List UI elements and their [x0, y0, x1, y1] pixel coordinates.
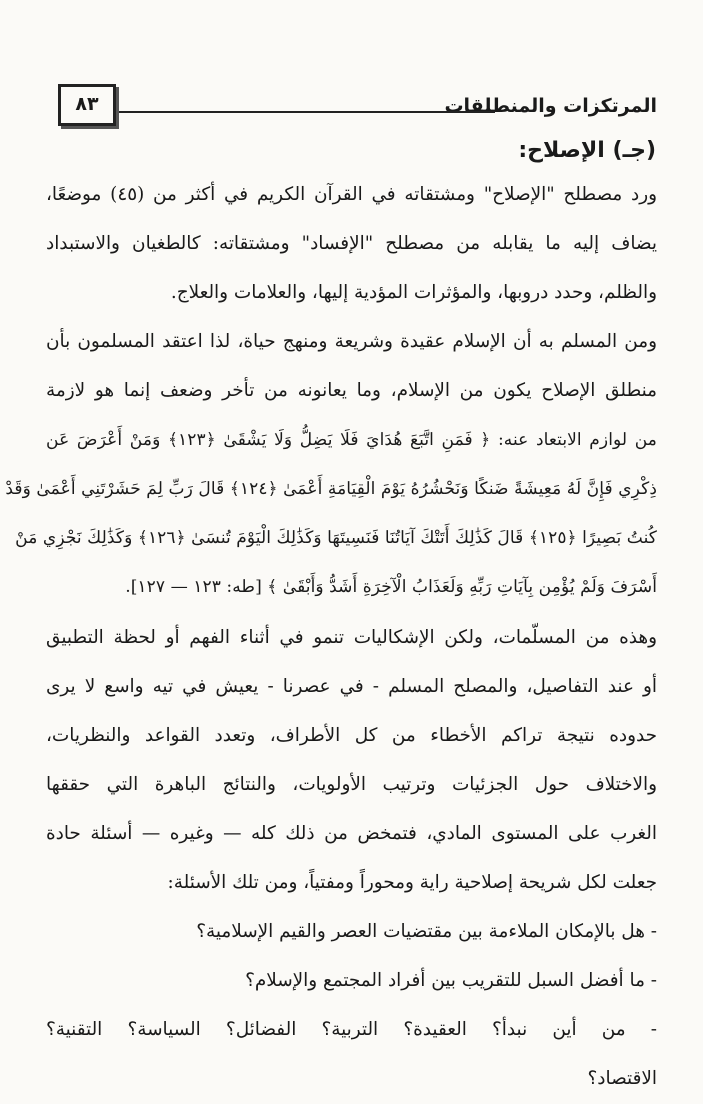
- header-rule: [112, 111, 495, 113]
- paragraph-line: الغرب على المستوى المادي، فتمخض من ذلك كله — وغيره — أسئلة حادة: [46, 823, 657, 844]
- section-heading: (جـ) الإصلاح:: [518, 138, 656, 163]
- question-item: - هل بالإمكان الملاءمة بين مقتضيات العصر والقيم الإسلامية؟: [196, 921, 657, 942]
- paragraph-line: منطلق الإصلاح يكون من الإسلام، وما يعانونه من تأخر وضعف إنما هو لازمة: [46, 380, 657, 401]
- paragraph-line: حدوده نتيجة تراكم الأخطاء من كل الأطراف، وتعدد القواعد والنظريات،: [46, 725, 657, 746]
- question-item: - ما أفضل السبل للتقريب بين أفراد المجتمع والإسلام؟: [245, 970, 657, 991]
- paragraph-line: ورد مصطلح "الإصلاح" ومشتقاته في القرآن الكريم في أكثر من (٤٥) موضعًا،: [46, 184, 657, 205]
- paragraph-line: والظلم، وحدد دروبها، والمؤثرات المؤدية إليها، والعلامات والعلاج.: [170, 282, 657, 303]
- paragraph-line: يضاف إليه ما يقابله من مصطلح "الإفساد" ومشتقاته: كالطغيان والاستبداد: [46, 233, 657, 254]
- paragraph-line: جعلت لكل شريحة إصلاحية راية ومحوراً ومفتياً، ومن تلك الأسئلة:: [167, 872, 657, 893]
- quran-verse-line: ذِكْرِي فَإِنَّ لَهُ مَعِيشَةً ضَنكًا وَنَحْشُرُهُ يَوْمَ الْقِيَامَةِ أَعْمَىٰ ﴿١٢٤﴾ قَالَ رَبِّ لِمَ حَشَرْتَنِي أَعْمَىٰ وَقَدْ: [5, 479, 657, 499]
- quran-verse-line: من لوازم الابتعاد عنه: ﴿ فَمَنِ اتَّبَعَ هُدَايَ فَلَا يَضِلُّ وَلَا يَشْقَىٰ ﴿١٢٣﴾ وَمَنْ أَعْرَضَ عَن: [46, 430, 657, 450]
- running-header-title: المرتكزات والمنطلقات: [444, 95, 657, 117]
- paragraph-line: والاختلاف حول الجزئيات وترتيب الأولويات، والنتائج الباهرة التي حققها: [46, 774, 657, 795]
- quran-verse-line: أَسْرَفَ وَلَمْ يُؤْمِن بِآيَاتِ رَبِّهِ وَلَعَذَابُ الْآخِرَةِ أَشَدُّ وَأَبْقَىٰ ﴾ [طه: ١٢٣ — ١٢٧].: [125, 577, 657, 597]
- page-number: ٨٣: [58, 84, 116, 126]
- running-header: [58, 84, 657, 124]
- quran-verse-line: كُنتُ بَصِيرًا ﴿١٢٥﴾ قَالَ كَذَٰلِكَ أَتَتْكَ آيَاتُنَا فَنَسِيتَهَا وَكَذَٰلِكَ الْيَوْمَ تُنسَىٰ ﴿١٢٦﴾ وَكَذَٰلِكَ نَجْزِي مَنْ: [15, 528, 657, 548]
- paragraph-line: ومن المسلم به أن الإسلام عقيدة وشريعة ومنهج حياة، لذا اعتقد المسلمون بأن: [46, 331, 657, 352]
- question-item-continuation: الاقتصاد؟: [587, 1068, 657, 1089]
- paragraph-line: وهذه من المسلّمات، ولكن الإشكاليات تنمو في أثناء الفهم أو لحظة التطبيق: [46, 627, 657, 648]
- paragraph-line: أو عند التفاصيل، والمصلح المسلم - في عصرنا - يعيش في تيه واسع لا يرى: [46, 676, 657, 697]
- question-item: - من أين نبدأ؟ العقيدة؟ التربية؟ الفضائل؟ السياسة؟ التقنية؟: [46, 1019, 657, 1040]
